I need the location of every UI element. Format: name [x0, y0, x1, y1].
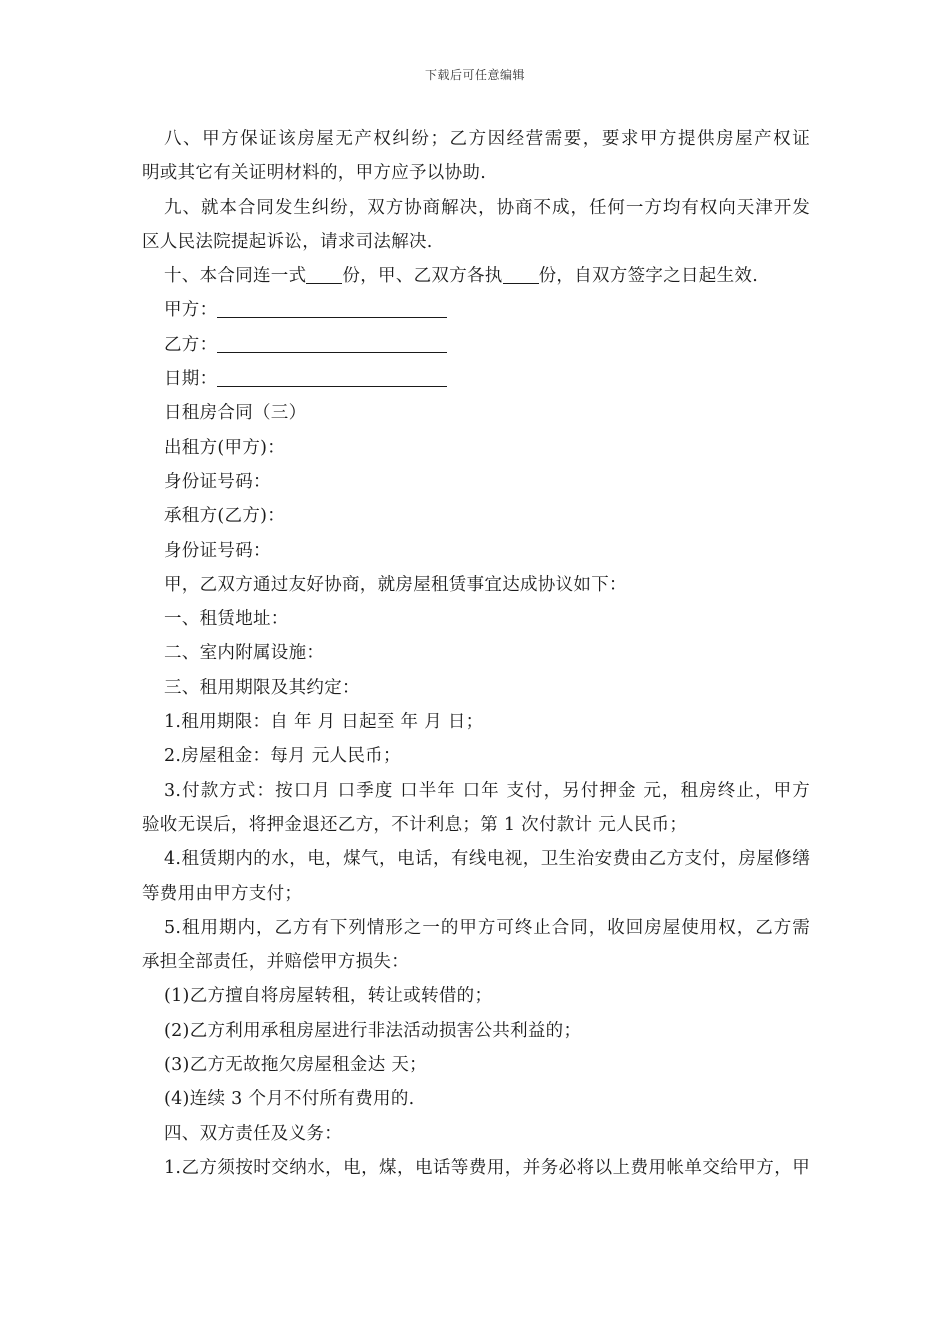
section-3-term: 三、租用期限及其约定：	[164, 677, 360, 698]
party-a-blank	[217, 297, 447, 318]
termination-case-3: (3)乙方无故拖欠房屋租金达 天；	[164, 1055, 427, 1076]
clause-10	[142, 259, 810, 293]
section-4-duties: 四、双方责任及义务：	[164, 1123, 342, 1144]
party-a-signature	[142, 293, 810, 327]
term-item-2: 2.房屋租金：每月 元人民币；	[164, 746, 401, 767]
date-signature	[142, 362, 810, 396]
termination-case-2: (2)乙方利用承租房屋进行非法活动损害公共利益的；	[164, 1020, 582, 1041]
term-item-5-line-1: 5.租用期内，乙方有下列情形之一的甲方可终止合同，收回房屋使用权，乙方需	[164, 917, 810, 938]
party-b-signature	[142, 328, 810, 362]
termination-case-4: (4)连续 3 个月不付所有费用的.	[164, 1089, 415, 1110]
clause-10-part-3: 份，自双方签字之日起生效.	[538, 266, 759, 287]
duty-item-1-line-1: 1.乙方须按时交纳水，电，煤，电话等费用，并务必将以上费用帐单交给甲方，甲	[164, 1157, 810, 1178]
term-item-3-line-1: 3.付款方式：按口月 口季度 口半年 口年 支付，另付押金 元，租房终止，甲方	[164, 780, 810, 801]
term-item-4-line-2: 等费用由甲方支付；	[142, 883, 303, 904]
term-item-1: 1.租用期限：自 年 月 日起至 年 月 日；	[164, 712, 484, 733]
copies-each-blank	[503, 263, 539, 284]
party-b-label: 乙方：	[164, 334, 218, 355]
term-item-3-line-2: 验收无误后，将押金退还乙方，不计利息；第 1 次付款计 元人民币；	[142, 814, 688, 835]
lessee-id-label: 身份证号码：	[164, 540, 271, 561]
date-label: 日期：	[164, 369, 218, 390]
section-2-facilities: 二、室内附属设施：	[164, 643, 325, 664]
clause-9-line-1: 九、就本合同发生纠纷，双方协商解决，协商不成，任何一方均有权向天津开发	[164, 197, 810, 218]
clause-8-line-2: 明或其它有关证明材料的，甲方应予以协助.	[142, 163, 487, 184]
party-b-blank	[217, 332, 447, 353]
clause-10-part-2: 份，甲、乙双方各执	[342, 266, 503, 287]
lessee-label: 承租方(乙方)：	[164, 506, 286, 527]
page-header: 下载后可任意编辑	[424, 68, 525, 82]
term-item-5-line-2: 承担全部责任，并赔偿甲方损失：	[142, 952, 409, 973]
clause-10-part-1: 十、本合同连一式	[164, 266, 307, 287]
copies-total-blank	[306, 263, 342, 284]
term-item-4-line-1: 4.租赁期内的水，电，煤气，电话，有线电视，卫生治安费由乙方支付，房屋修缮	[164, 849, 810, 870]
termination-case-1: (1)乙方擅自将房屋转租，转让或转借的；	[164, 986, 493, 1007]
contract-3-title: 日租房合同（三）	[164, 403, 307, 424]
party-a-label: 甲方：	[164, 300, 218, 321]
document-body	[142, 122, 810, 1185]
section-1-address: 一、租赁地址：	[164, 609, 289, 630]
lessor-label: 出租方(甲方)：	[164, 437, 286, 458]
lessor-id-label: 身份证号码：	[164, 471, 271, 492]
clause-9-line-2: 区人民法院提起诉讼，请求司法解决.	[142, 231, 433, 252]
date-blank	[217, 366, 447, 387]
agreement-intro: 甲，乙双方通过友好协商，就房屋租赁事宜达成协议如下：	[164, 574, 627, 595]
clause-8-line-1: 八、甲方保证该房屋无产权纠纷；乙方因经营需要，要求甲方提供房屋产权证	[164, 129, 810, 149]
